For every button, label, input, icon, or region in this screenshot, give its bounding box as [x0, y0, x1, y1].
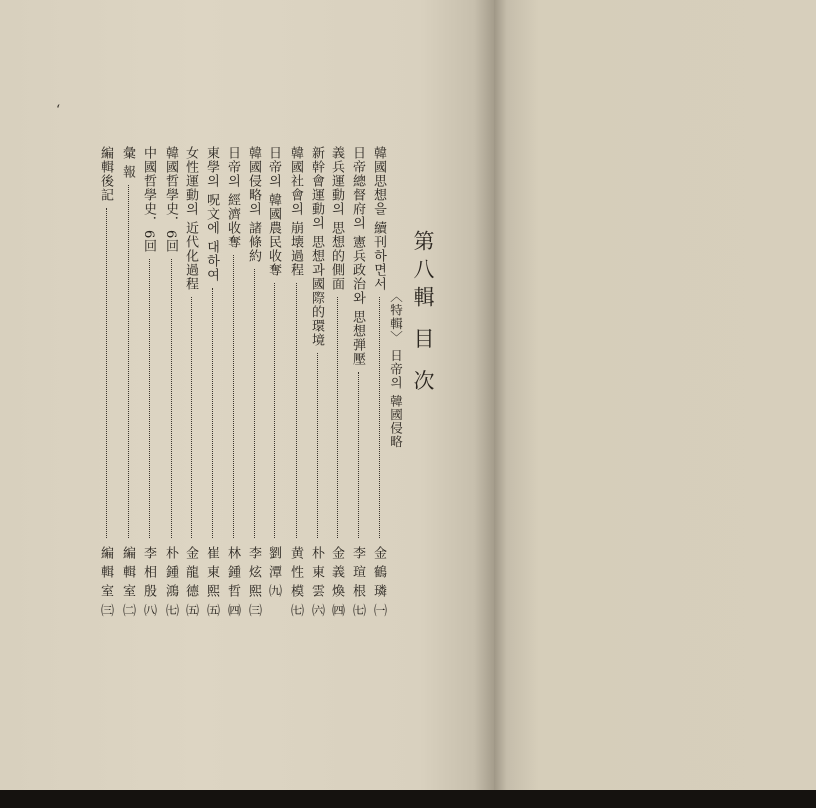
toc-entry-author: 金 義 煥 ㈣: [329, 546, 344, 618]
toc-entry-leader: [191, 297, 192, 538]
toc-entry-author: 劉 潭 ㈨: [266, 546, 281, 599]
toc-entry-title: 韓國哲學史．6回: [163, 146, 178, 254]
toc-entry-title: 東學의 呪文에 대하여: [204, 146, 219, 283]
toc-entry-title: 日帝總督府의 憲兵政治와 思想弾壓: [350, 146, 365, 367]
toc-entry-author: 朴 鍾 鴻 ㈦: [163, 546, 178, 618]
toc-entry-leader: [317, 353, 318, 538]
toc-entry-leader: [233, 255, 234, 538]
toc-entry-leader: [149, 259, 150, 538]
right-page: [494, 0, 816, 792]
toc-entry-author: 李 炫 熙 ㈢: [246, 546, 261, 618]
toc-entry-leader: [128, 185, 129, 538]
toc-entry-title: 彙 報: [120, 146, 135, 180]
special-feature-label: 〈特輯〉 日帝의 韓國侵略: [388, 290, 404, 449]
toc-entry-leader: [212, 288, 213, 538]
scan-edge: [0, 790, 816, 808]
toc-entry-author: 金 鶴 璘 ㈠: [371, 546, 386, 618]
toc-entry-author: 朴 東 雲 ㈥: [309, 546, 324, 618]
toc-entry-author: 黄 性 模 ㈦: [288, 546, 303, 618]
toc-entry-title: 韓國社會의 崩壊過程: [288, 146, 303, 278]
toc-entry-author: 編 輯 室 ㈢: [98, 546, 113, 618]
page-mark: ʻ: [56, 103, 61, 118]
toc-entry-title: 女性運動의 近代化過程: [183, 146, 198, 292]
toc-entry-author: 林 鍾 哲 ㈣: [225, 546, 240, 618]
toc-entry-title: 日帝의 經濟收奪: [225, 146, 240, 250]
toc-entry-title: 韓國思想을 續刊하면서: [371, 146, 386, 292]
toc-entry-leader: [254, 269, 255, 538]
toc-entry-title: 韓國侵略의 諸條約: [246, 146, 261, 264]
toc-entry-title: 義兵運動의 思想的側面: [329, 146, 344, 292]
toc-entry-title: 日帝의 韓國農民收奪: [266, 146, 281, 278]
toc-entry-title: 中國哲學史．6回: [141, 146, 156, 254]
toc-entry-author: 崔 東 熙 ㈤: [204, 546, 219, 618]
toc-entry-author: 李 瑄 根 ㈦: [350, 546, 365, 618]
toc-entry-author: 李 相 殷 ㈧: [141, 546, 156, 618]
toc-entry-leader: [106, 208, 107, 538]
toc-entry-author: 金 龍 德 ㈤: [183, 546, 198, 618]
toc-entry-leader: [358, 372, 359, 538]
toc-entry-leader: [296, 283, 297, 538]
toc-entry-leader: [171, 259, 172, 538]
toc-entry-title: 編輯後記: [98, 146, 113, 202]
toc-heading: 第八輯 目 次: [411, 230, 435, 398]
toc-entry-leader: [379, 297, 380, 538]
toc-entry-author: 編 輯 室 ㈡: [120, 546, 135, 618]
toc-entry-leader: [337, 297, 338, 538]
toc-entry-title: 新幹會運動의 思想과國際的環境: [309, 146, 324, 348]
toc-entry-leader: [274, 283, 275, 538]
